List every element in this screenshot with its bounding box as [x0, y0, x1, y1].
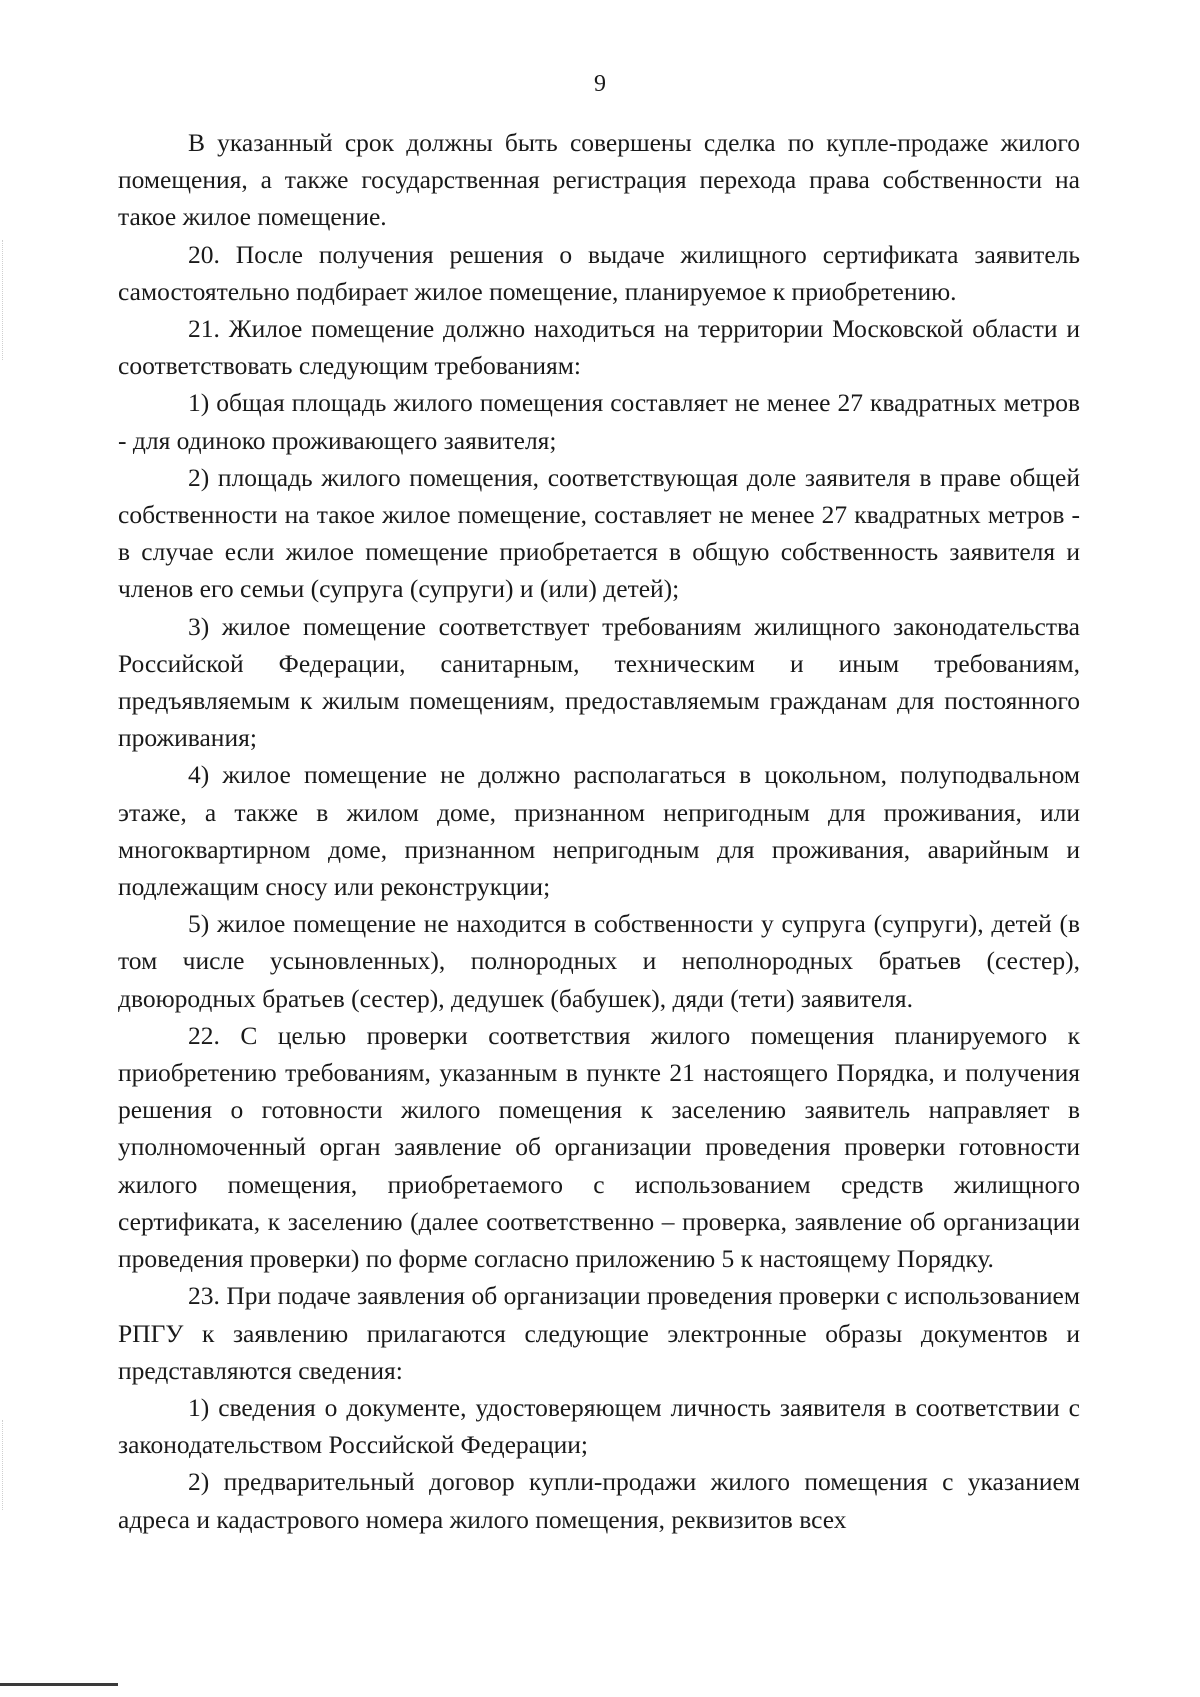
paragraph-21-item-5: 5) жилое помещение не находится в собственности у супруга (супруги), детей (в том числе усыновленных), полнородных и неполнородных братьев (сестер), двоюродных братьев (сестер), дедушек (бабушек), дяди (тети) заявителя. [118, 909, 1080, 1013]
paragraph-23-item-2: 2) предварительный договор купли-продажи жилого помещения с указанием адреса и кадастрового номера жилого помещения, реквизитов всех [118, 1467, 1080, 1534]
document-body [118, 124, 1080, 1538]
paragraph-23: 23. При подаче заявления об организации проведения проверки с использованием РПГУ к заявлению прилагаются следующие электронные образы документов и представляются сведения: [118, 1281, 1080, 1385]
scan-edge-mark-lower [2, 1420, 3, 1510]
paragraph-22: 22. С целью проверки соответствия жилого помещения планируемого к приобретению требованиям, указанным в пункте 21 настоящего Порядка, и получения решения о готовности жилого помещения к заселению заявитель направляет в уполномоченный орган заявление об организации проведения проверки готовности жилого помещения, приобретаемого с использованием средств жилищного сертификата, к заселению (далее соответственно – проверка, заявление об организации проведения проверки) по форме согласно приложению 5 к настоящему Порядку. [118, 1020, 1080, 1274]
scan-edge-mark-upper [2, 240, 3, 360]
paragraph-deadline: В указанный срок должны быть совершены сделка по купле-продаже жилого помещения, а также государственная регистрация перехода права собственности на такое жилое помещение. [118, 128, 1080, 232]
paragraph-21-item-1: 1) общая площадь жилого помещения составляет не менее 27 квадратных метров - для одиноко проживающего заявителя; [118, 388, 1080, 455]
paragraph-21-item-3: 3) жилое помещение соответствует требованиям жилищного законодательства Российской Федерации, санитарным, техническим и иным требованиям, предъявляемым к жилым помещениям, предоставляемым гражданам для постоянного проживания; [118, 611, 1080, 753]
scan-artifact-line [0, 1683, 118, 1686]
paragraph-21-item-4: 4) жилое помещение не должно располагаться в цокольном, полуподвальном этаже, а также в жилом доме, признанном непригодным для проживания, или многоквартирном доме, признанном непригодным для проживания, аварийным и подлежащим сносу или реконструкции; [118, 760, 1080, 902]
paragraph-23-item-1: 1) сведения о документе, удостоверяющем личность заявителя в соответствии с законодательством Российской Федерации; [118, 1392, 1080, 1460]
page-number: 9 [594, 71, 606, 97]
paragraph-21-item-2: 2) площадь жилого помещения, соответствующая доле заявителя в праве общей собственности на такое жилое помещение, составляет не менее 27 квадратных метров - в случае если жилое помещение приобретается в общую собственность заявителя и членов его семьи (супруга (супруги) и (или) детей); [118, 462, 1080, 604]
paragraph-21: 21. Жилое помещение должно находиться на территории Московской области и соответствовать следующим требованиям: [118, 314, 1080, 381]
paragraph-20: 20. После получения решения о выдаче жилищного сертификата заявитель самостоятельно подбирает жилое помещение, планируемое к приобретению. [118, 239, 1080, 306]
